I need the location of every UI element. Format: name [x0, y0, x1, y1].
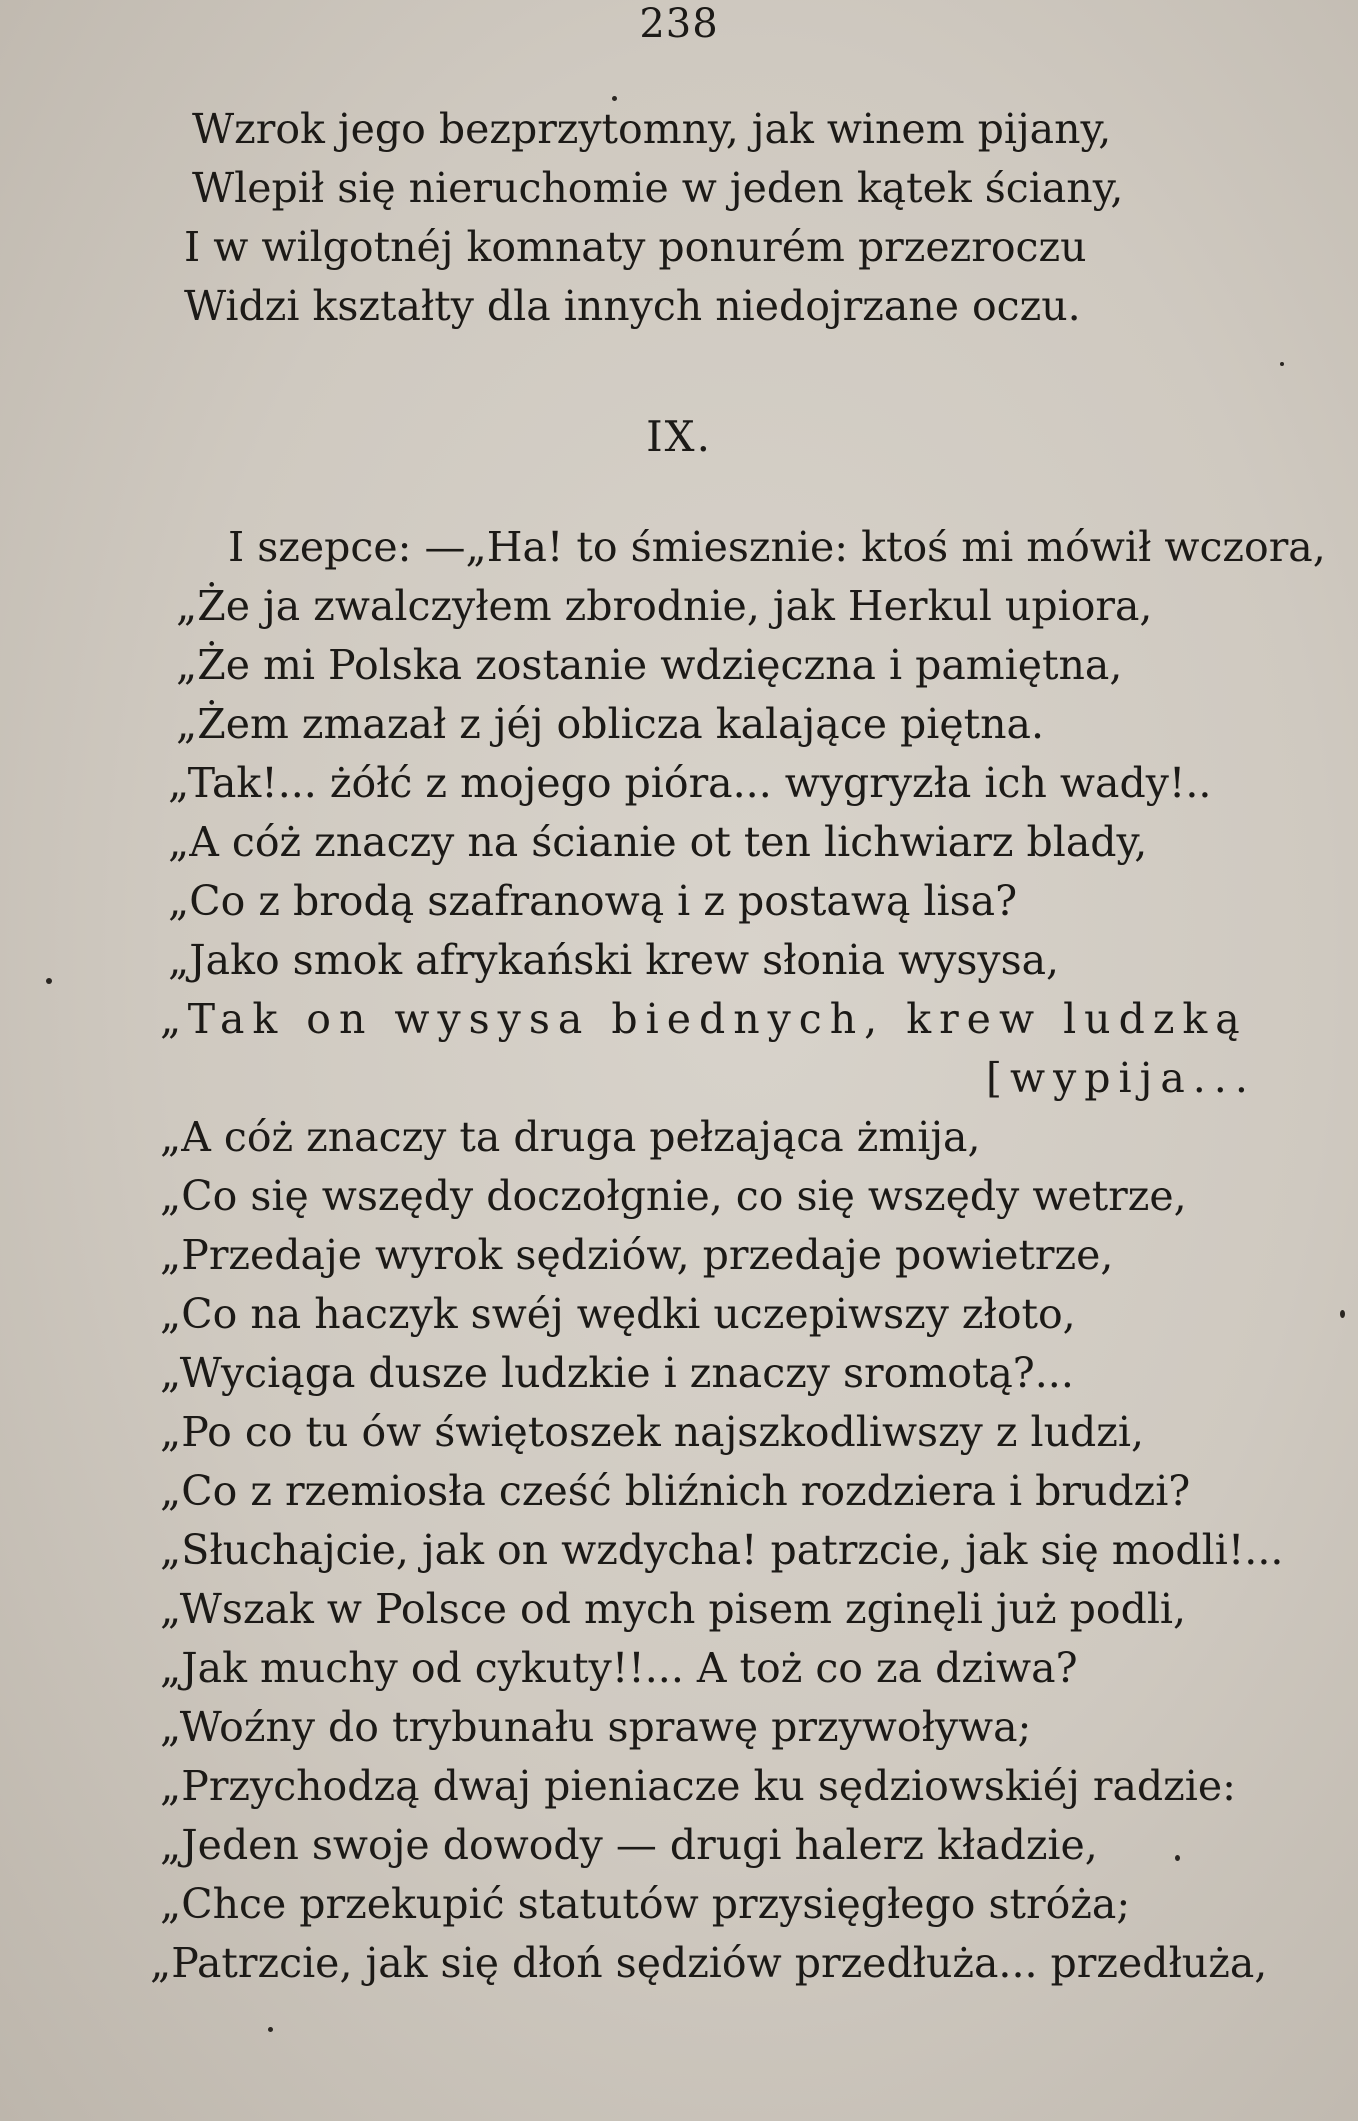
- ink-speck: [1340, 1310, 1345, 1318]
- verse-line: Wzrok jego bezprzytomny, jak winem pijany,: [192, 105, 1112, 153]
- verse-line: Wlepił się nieruchomie w jeden kątek ściany,: [192, 164, 1124, 212]
- verse-line: „Jeden swoje dowody — drugi halerz kładzie,: [160, 1821, 1098, 1869]
- verse-line: „Tak!... żółć z mojego pióra... wygryzła ich wady!..: [168, 759, 1212, 807]
- ink-speck: [46, 978, 52, 984]
- verse-line: „Przychodzą dwaj pieniacze ku sędziowskiéj radzie:: [160, 1762, 1236, 1810]
- verse-line: „Co z brodą szafranową i z postawą lisa?: [168, 877, 1018, 925]
- verse-line: „Chce przekupić statutów przysięgłego stróża;: [160, 1880, 1131, 1928]
- verse-line: I w wilgotnéj komnaty ponurém przezroczu: [184, 223, 1087, 271]
- verse-line: „Słuchajcie, jak on wzdycha! patrzcie, jak się modli!...: [160, 1526, 1284, 1574]
- ink-speck: [1175, 1855, 1180, 1861]
- verse-line: „Przedaje wyrok sędziów, przedaje powietrze,: [160, 1231, 1114, 1279]
- verse-line: „Że ja zwalczyłem zbrodnie, jak Herkul upiora,: [176, 582, 1153, 630]
- verse-line: „Jako smok afrykański krew słonia wysysa,: [168, 936, 1060, 984]
- ink-speck: [1280, 362, 1284, 366]
- section-heading: IX.: [646, 412, 712, 461]
- verse-line: „A cóż znaczy ta druga pełzająca żmija,: [160, 1113, 981, 1161]
- verse-line: „Wszak w Polsce od mych pisem zginęli już podli,: [160, 1585, 1187, 1633]
- verse-line: „Patrzcie, jak się dłoń sędziów przedłuża... przedłuża,: [150, 1939, 1268, 1987]
- verse-line: „Żem zmazał z jéj oblicza kalające piętna.: [176, 700, 1044, 748]
- verse-line: „A cóż znaczy na ścianie ot ten lichwiarz blady,: [168, 818, 1148, 866]
- verse-line: „Co się wszędy doczołgnie, co się wszędy wetrze,: [160, 1172, 1187, 1220]
- verse-line: Widzi kształty dla innych niedojrzane oczu.: [184, 282, 1081, 330]
- verse-line: „Woźny do trybunału sprawę przywoływa;: [160, 1703, 1032, 1751]
- ink-speck: [268, 2027, 273, 2032]
- verse-line: „Po co tu ów świętoszek najszkodliwszy z ludzi,: [160, 1408, 1145, 1456]
- verse-line: „Co z rzemiosła cześć bliźnich rozdziera i brudzi?: [160, 1467, 1191, 1515]
- verse-line: „Tak on wysysa biednych, krew ludzką: [160, 995, 1248, 1043]
- verse-line-continuation: [wypija...: [986, 1054, 1256, 1102]
- verse-line: „Jak muchy od cykuty!!... A toż co za dziwa?: [160, 1644, 1078, 1692]
- verse-line: „Co na haczyk swéj wędki uczepiwszy złoto,: [160, 1290, 1076, 1338]
- ink-speck: [612, 96, 617, 101]
- page-number: 238: [639, 1, 719, 47]
- verse-line: „Że mi Polska zostanie wdzięczna i pamiętna,: [176, 641, 1123, 689]
- verse-line: I szepce: —„Ha! to śmiesznie: ktoś mi mówił wczora,: [228, 523, 1326, 571]
- verse-line: „Wyciąga dusze ludzkie i znaczy sromotą?...: [160, 1349, 1074, 1397]
